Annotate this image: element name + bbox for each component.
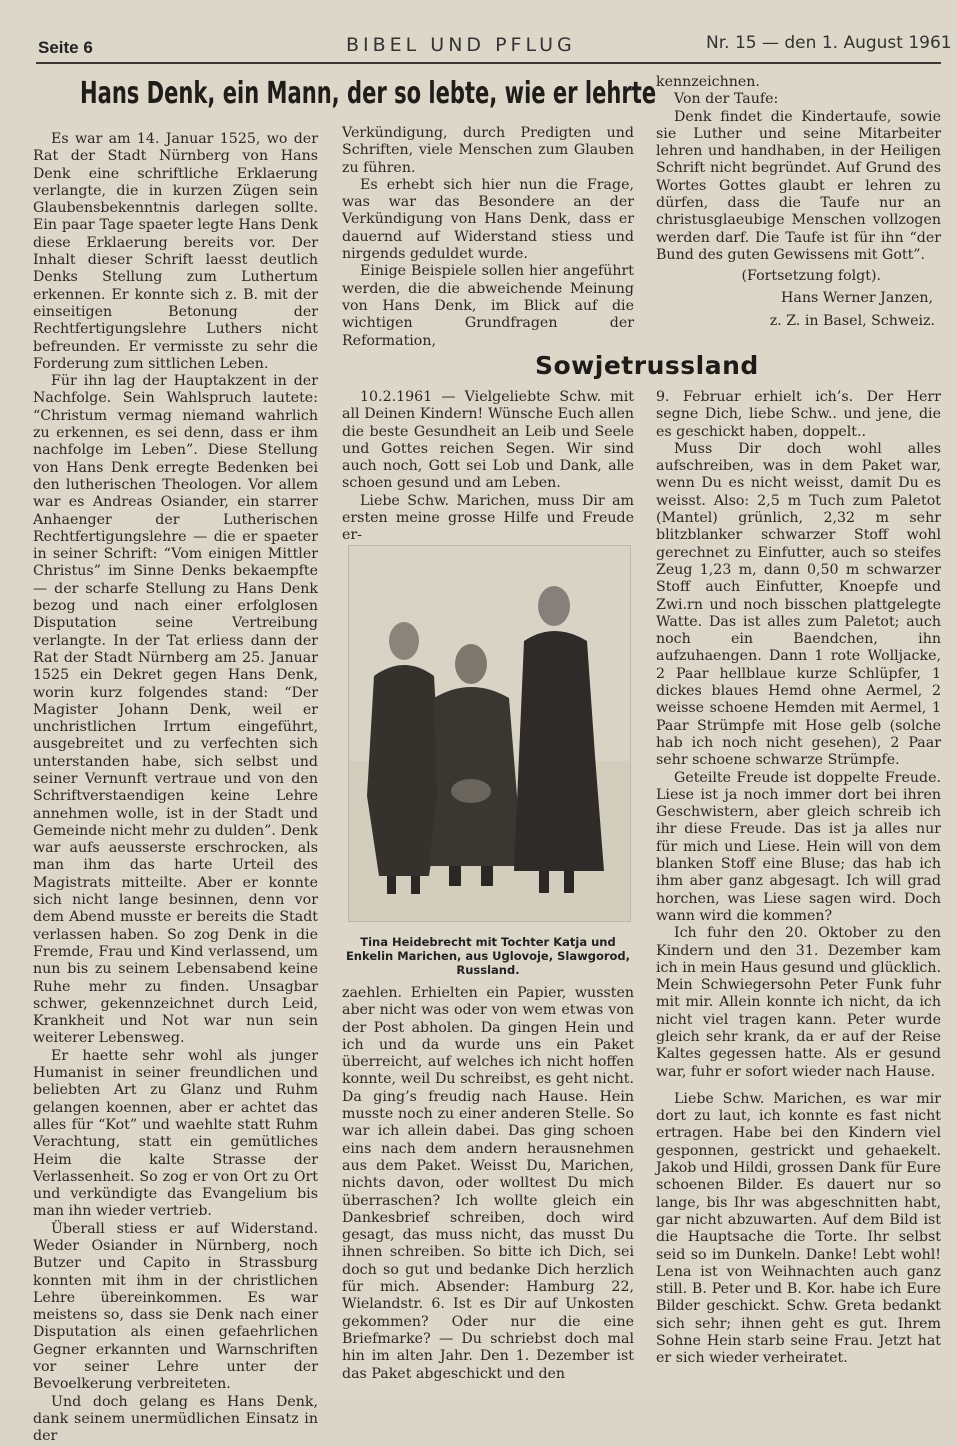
paragraph: Geteilte Freude ist doppelte Freude. Liese ist ja noch immer dort bei ihren Geschwistern, aber gleich schreib ich ihr diese Freude. Das ist ja alles nur für mich und Liese. Hein will von dem blanken Stoff eine Bluse; das hab ich ihm aber ganz abgesagt. Ich will grad horchen, was Liese sagen wird. Doch wann wird die kommen? — [656, 769, 941, 924]
letter-column-3 — [656, 389, 941, 1368]
letter-column-2-bottom — [342, 985, 634, 1383]
photo-caption: Tina Heidebrecht mit Tochter Katja und Enkelin Marichen, aus Uglovoje, Slawgorod, Russland. — [345, 935, 631, 977]
family-photo — [348, 545, 631, 922]
paragraph: Verkündigung, durch Predigten und Schriften, viele Menschen zum Glauben zu führen. — [342, 125, 634, 176]
paragraph: Einige Beispiele sollen hier angeführt werden, die die abweichende Meinung von Hans Denk, im Blick auf die wichtigen Grundfragen der Reformation, — [342, 263, 634, 349]
paragraph: Liebe Schw. Marichen, muss Dir am ersten meine grosse Hilfe und Freude er- — [342, 492, 634, 544]
paragraph: kennzeichnen. — [656, 74, 760, 90]
article-title: Hans Denk, ein Mann, der so lebte, wie er lehrte — [80, 76, 657, 111]
paragraph: Es war am 14. Januar 1525, wo der Rat der Stadt Nürnberg von Hans Denk eine schriftliche Erklaerung verlangte, die in kurzen Zügen sein Glaubensbekenntnis darlegen sollte. Ein paar Tage spaeter legte Hans Denk diese Erklaerung bereits vor. Der Inhalt dieser Schrift laesst deutlich Denks Stellung zum Luthertum erkennen. Er konnte sich z. B. mit der einseitigen Betonung der Rechtfertigungslehre Luthers nicht befreunden. Er vermisste zu sehr die Forderung zum sittlichen Leben. — [33, 131, 318, 372]
issue-date: Nr. 15 — den 1. August 1961 — [706, 33, 952, 53]
paragraph: 10.2.1961 — Vielgeliebte Schw. mit all Deinen Kindern! Wünsche Euch allen die beste Gesundheit an Leib und Seele und Gottes reichen Segen. Wir sind auch noch, Gott sei Lob und Dank, alle schoen gesund und am Leben. — [342, 389, 634, 492]
paragraph: zaehlen. Erhielten ein Papier, wussten aber nicht was oder von wem etwas von der Post abholen. Da gingen Hein und ich und da wurde uns ein Paket überreicht, auf welches ich nicht hoffen konnte, weil Du schreibst, es geht nicht. Da ging’s freudig nach Hause. Hein musste noch zu einer anderen Stelle. So war ich allein dabei. Das ging schoen eins nach dem andern herausnehmen aus dem Paket. Weisst Du, Marichen, nichts davon, oder wolltest Du mich überraschen? Ich wollte gleich ein Dankesbrief schreiben, doch wird gesagt, das muss nicht, das musst Du ihnen schreiben. So bitte ich Dich, sei doch so gut und bedanke Dich herzlich für mich. Absender: Hamburg 22, Wielandstr. 6. Ist es Dir auf Unkosten gekommen? Oder nur die eine Briefmarke? — Du schriebst doch mal hin im alten Jahr. Den 1. Dezember ist das Paket abgeschickt und den — [342, 985, 634, 1382]
photo-figures — [349, 546, 630, 921]
author-location: z. Z. in Basel, Schweiz. — [769, 312, 935, 329]
paragraph: Überall stiess er auf Widerstand. Weder Osiander in Nürnberg, noch Butzer und Capito in Strassburg konnten mit ihm in der christlichen Lehre übereinkommen. Es war meistens so, dass sie Denk nach einer Disputation als einen gefaehrlichen Gegner erkannten und Warnschriften vor seiner Lehre unter der Bevoelkerung verbreiteten. — [33, 1220, 318, 1393]
continued-note: (Fortsetzung folgt). — [741, 268, 881, 285]
paragraph: Muss Dir doch wohl alles aufschreiben, was in dem Paket war, wenn Du es nicht weisst, damit Du es weisst. Also: 2,5 m Tuch zum Paletot (Mantel) grünlich, 2,32 m sehr blitzblanker schwarzer Stoff wohl gerechnet zu Einfutter, auch so steifes Zeug 1,23 m, dann 0,50 m schwarzer Stoff auch Einfutter, Knoepfe und Zwi.rn und noch bisschen plattgelegte Watte. Das ist alles zum Paletot; auch noch ein Baendchen, ihn aufzuhaengen. Dann 1 rote Wolljacke, 2 Paar hellblaue kurze Schlüpfer, 1 dickes blaues Hemd ohne Aermel, 2 weisse schoene Hemden mit Aermel, 1 Paar Strümpfe mit Hose gelb (solche hab ich noch nicht gesehen), 2 Paar sehr schoene schwarze Strümpfe. — [656, 440, 941, 769]
paragraph: Er haette sehr wohl als junger Humanist in seiner freundlichen und beliebten Art zu Glanz und Ruhm gelangen koennen, aber er achtet das alles für “Kot” und waehlte statt Ruhm Verachtung, statt ein gemütliches Heim die kalte Strasse der Verlassenheit. So zog er von Ort zu Ort und verkündigte das Evangelium bis man ihn wieder vertrieb. — [33, 1047, 318, 1220]
paragraph: Und doch gelang es Hans Denk, dank seinem unermüdlichen Einsatz in der — [33, 1393, 318, 1445]
paragraph: Für ihn lag der Hauptakzent in der Nachfolge. Sein Wahlspruch lautete: “Christum vermag niemand wahrlich zu erkennen, es sei denn, dass er ihm nachfolge im Leben”. Diese Stellung von Hans Denk erregte Bedenken bei den lutherischen Theologen. Vor allem war es Andreas Osiander, ein starrer Anhaenger der Lutherischen Rechtfertigungslehre — die er spaeter in seiner Schrift: “Vom einigen Mittler Christus” im Sinne Denks bekaempfte — der scharfe Stellung zu Hans Denk bezog und nach einer erfolglosen Disputation seine Vertreibung verlangte. In der Tat erliess dann der Rat der Stadt Nürnberg am 25. Januar 1525 ein Dekret gegen Hans Denk, worin kurz folgendes stand: “Der Magister Johann Denk, weil er unchristlichen Irrtum eingeführt, ausgebreitet und zu verfechten sich unterstanden habe, sich selbst und seiner Vernunft vertraue und von den Schriftverstaendigen keine Lehre annehmen wolle, ist in der Stadt und Gemeinde nicht mehr zu dulden”. Denk war aufs aeusserste erschrocken, als man ihm das harte Urteil des Magistrats mitteilte. Aber er konnte sich nicht lange besinnen, denn vor dem Abend musste er bereits die Stadt verlassen haben. So zog Denk in die Fremde, Frau und Kind verlassend, um nun bis zu seinem Lebensabend keine Ruhe mehr zu finden. Unsagbar schwer, gekennzeichnet durch Leid, Krankheit und Not war nun sein weiterer Lebensweg. — [33, 373, 318, 1047]
article-column-3 — [656, 74, 941, 330]
letter-column-2-top — [342, 389, 634, 545]
publication-name: BIBEL UND PFLUG — [346, 34, 576, 56]
page-number: Seite 6 — [38, 38, 93, 57]
paragraph: Ich fuhr den 20. Oktober zu den Kindern und den 31. Dezember kam ich in mein Haus gesund und glücklich. Mein Schwiegersohn Peter Funk fuhr mit mir. Allein konnte ich nicht, da ich nicht viel tragen kann. Peter wurde gleich sehr krank, da er auf der Reise Kaltes gegessen hatte. Als er gesund war, fuhr er sofort wieder nach Hause. — [656, 925, 941, 1080]
subheading: Von der Taufe: — [674, 91, 779, 108]
header-rule — [36, 62, 941, 64]
article-column-2 — [342, 125, 634, 350]
article-column-1 — [33, 131, 318, 1446]
section-title: Sowjetrussland — [535, 351, 759, 380]
paragraph: Es erhebt sich hier nun die Frage, was war das Besondere an der Verkündigung von Hans Denk, dass er dauernd auf Widerstand stiess und nirgends geduldet wurde. — [342, 176, 634, 263]
author-name: Hans Werner Janzen, — [781, 289, 933, 306]
paragraph: Liebe Schw. Marichen, es war mir dort zu laut, ich konnte es fast nicht ertragen. Habe bei den Kindern viel gesponnen, gestrickt und gehaekelt. Jakob und Hildi, grossen Dank für Eure schoenen Bilder. Es dauert nur so lange, bis Ihr was abgeschnitten habt, gar nicht abzuwarten. Auf dem Bild ist die Hauptsache die Torte. Ihr selbst seid so im Dunkeln. Danke! Lebt wohl! Lena ist von Weihnachten auch ganz still. B. Peter und B. Kor. habe ich Eure Bilder geschickt. Schw. Greta bedankt sich sehr; ihnen geht es gut. Ihrem Sohne Hein starb seine Frau. Jetzt hat er sich wieder verheiratet. — [656, 1090, 941, 1367]
paragraph: 9. Februar erhielt ich’s. Der Herr segne Dich, liebe Schw.. und jene, die es geschickt haben, doppelt.. — [656, 389, 941, 440]
paragraph: Denk findet die Kindertaufe, sowie sie Luther und seine Mitarbeiter lehren und handhaben, in der Heiligen Schrift nicht begründet. Auf Grund des Wortes Gottes glaubt er lehren zu dürfen, dass die Taufe nur an christusglaeubige Menschen vollzogen werden darf. Die Taufe ist für ihn “der Bund des guten Gewissens mit Gott”. — [656, 108, 941, 263]
